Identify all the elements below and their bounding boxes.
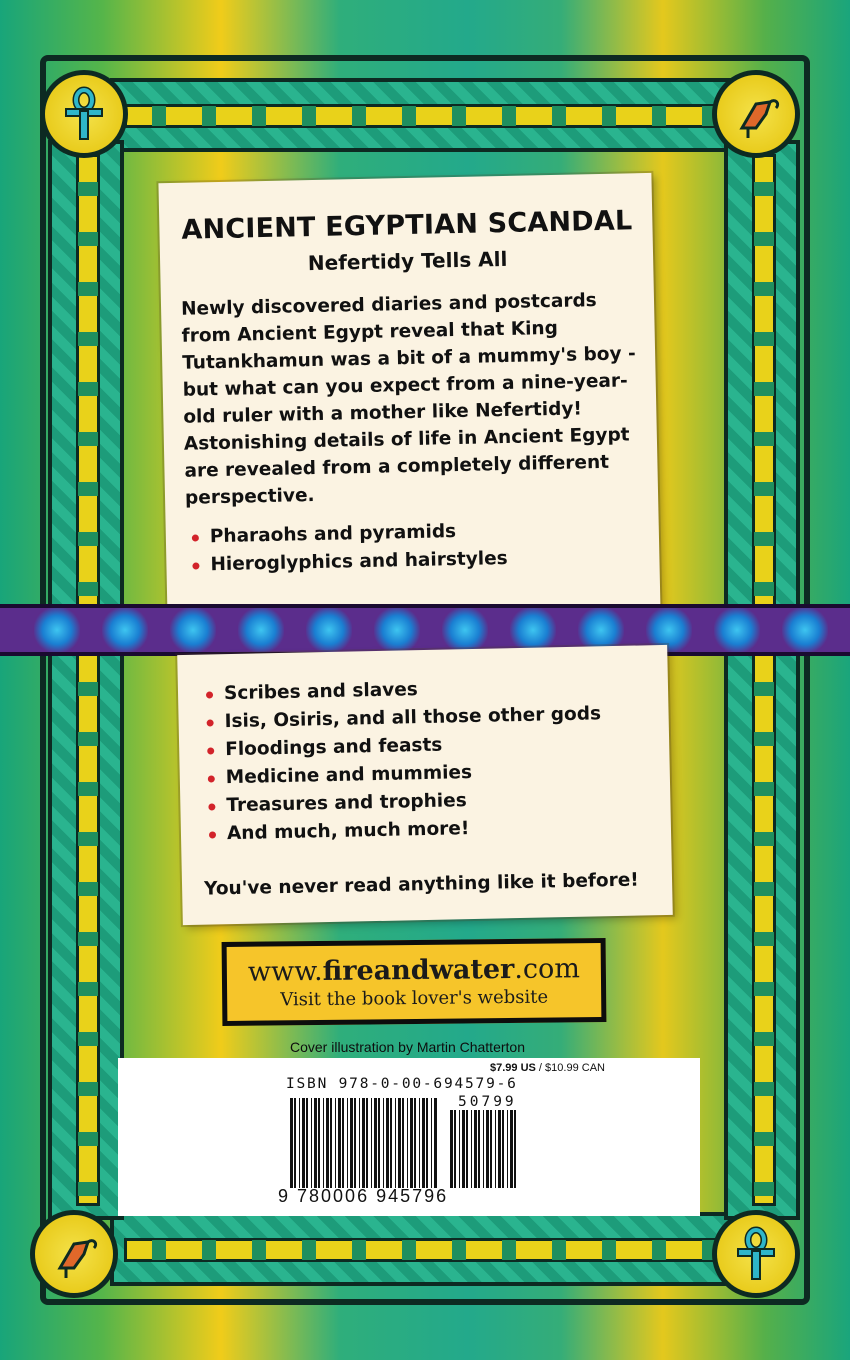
ibis-icon xyxy=(712,70,800,158)
illustration-credit: Cover illustration by Martin Chatterton xyxy=(290,1039,525,1055)
list-item: Floodings and feasts xyxy=(201,727,651,764)
frame-rail-top xyxy=(110,78,740,152)
addon-barcode xyxy=(450,1110,520,1188)
ankh-icon xyxy=(712,1210,800,1298)
book-subtitle: Nefertidy Tells All xyxy=(307,246,508,276)
website-url[interactable]: www.fireandwater.com xyxy=(247,953,581,988)
blurb-text: Newly discovered diaries and postcards from Ancient Egypt reveal that King Tutankhamun was a bit of a mummy's boy - but what can you expect from a nine-year-old ruler with a mother like Nefertidy! Astonishing details of life in Ancient Egypt are revealed from a completely different perspective. xyxy=(180,290,636,509)
list-item: Scribes and slaves xyxy=(200,671,650,708)
ean-barcode xyxy=(290,1098,440,1188)
frame-rail-left xyxy=(48,140,124,1220)
website-subline: Visit the book lover's website xyxy=(280,986,549,1011)
list-item: Pharaohs and pyramids xyxy=(186,514,641,552)
bullet-list-top xyxy=(186,514,642,580)
barcode-panel xyxy=(118,1058,700,1216)
list-item: And much, much more! xyxy=(203,811,653,848)
list-item: Medicine and mummies xyxy=(202,755,652,792)
blurb-parchment-bottom xyxy=(177,645,673,925)
website-box xyxy=(222,938,607,1026)
list-item: Treasures and trophies xyxy=(202,783,652,820)
frame-rail-bottom xyxy=(110,1212,740,1286)
frame-rail-right xyxy=(724,140,800,1220)
isbn-text: ISBN 978-0-00-694579-6 xyxy=(286,1076,518,1092)
list-item: Isis, Osiris, and all those other gods xyxy=(200,699,650,736)
book-title: ANCIENT EGYPTIAN SCANDAL xyxy=(181,205,633,246)
tagline: You've never read anything like it before! xyxy=(203,869,639,900)
bullet-list-bottom xyxy=(200,671,653,848)
ankh-icon xyxy=(40,70,128,158)
blurb-parchment-top xyxy=(158,173,660,623)
ean-digits: 9 780006 945796 xyxy=(278,1186,449,1206)
list-item: Hieroglyphics and hairstyles xyxy=(186,542,641,580)
price-addon-code: 50799 xyxy=(458,1094,517,1110)
ibis-icon xyxy=(30,1210,118,1298)
decorative-band xyxy=(0,604,850,656)
price-label: $7.99 US / $10.99 CAN xyxy=(490,1062,605,1074)
